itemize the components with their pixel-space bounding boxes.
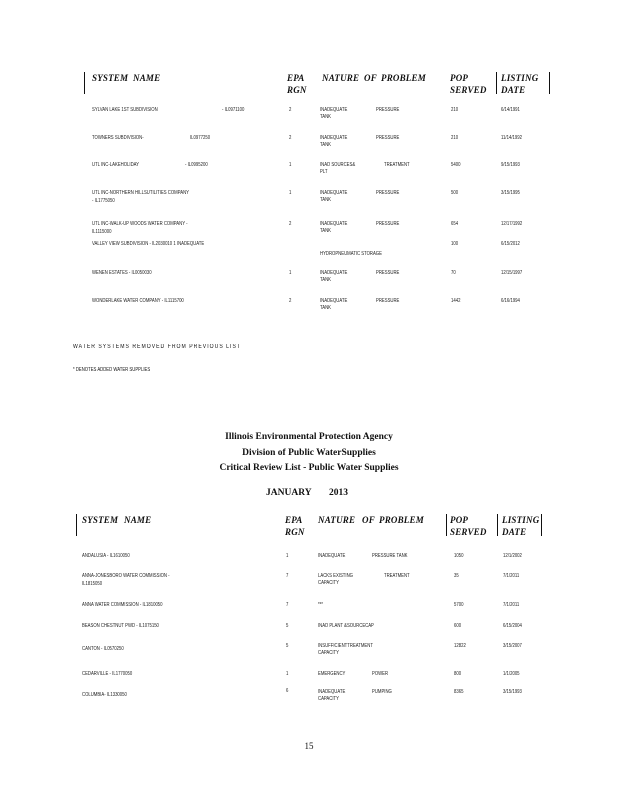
table-row-nature: INADEQUATE [320,270,348,276]
added-supplies-note: * DENOTES ADDED WATER SUPPLIES [73,367,151,373]
table-row-date: 12/1/2002 [503,553,522,559]
table-row-nature: INSUFFICIENTTREATMENT [318,643,373,649]
table-row-name2: IL1115000 [92,229,112,235]
table-row-rgn: 1 [286,553,289,559]
table-row-nature: INADEQUATE [320,135,348,141]
header-of: OF [362,515,375,525]
table-row-pop: 8365 [454,689,464,695]
table-row-date: 6/14/1991 [501,107,520,113]
table-row-nature: INAD PLANT &SOURCECAP [318,623,374,629]
table-row-nature: INADEQUATE [320,298,348,304]
table-row-name: UTL INC-WALK-UP WOODS WATER COMPANY - [92,221,188,227]
table-row-pop: 500 [451,190,459,196]
table-row-name: CEDARVILLE - IL1770050 [82,671,133,677]
table-row-problem: PRESSURE [376,107,400,113]
table-row-problem: PRESSURE [376,135,400,141]
table-row-rgn: 2 [289,298,292,304]
table-row-id: - IL0995200 [185,162,208,168]
header-date: DATE [501,85,526,95]
table-row-nature: LACKS EXISTING [318,573,353,579]
table-row-pop: 210 [451,107,459,113]
header-rgn: RGN [287,85,307,95]
header-served: SERVED [450,527,487,537]
table-row-nature2: TANK [320,197,332,203]
table-row-rgn: 1 [289,162,292,168]
table-row-rgn: 7 [286,602,289,608]
table-row-nature2: CAPACITY [318,650,339,656]
header-name: NAME [133,73,161,83]
table-row-nature: INADEQUATE [318,689,346,695]
header-epa: EPA [285,515,303,525]
table-row-pop: 5700 [454,602,464,608]
table-row-nature2: PLT [320,169,328,175]
table-row-nature2: CAPACITY [318,696,339,702]
table-row-name2: - IL1775050 [92,198,115,204]
table-row-name: WENEN ESTATES - IL0050030 [92,270,152,276]
table-row-nature: INAD SOURCES& [320,162,356,168]
table-row-name: BEASON CHESTNUT PWD - IL1075150 [82,623,159,629]
table-row-nature: INADEQUATE [320,221,348,227]
table-row-name: ANNA-JONESBORO WATER COMMISSION - [82,573,170,579]
table-row-date: 7/1/2011 [503,602,520,608]
table-row-pop: 210 [451,135,459,141]
table2-col-rule [446,514,447,536]
table1-right-rule [549,72,550,94]
header-system: SYSTEM [82,515,119,525]
table-row-problem: TREATMENT [384,573,410,579]
table-row-rgn: 1 [286,671,289,677]
table-row-name: SYLVAN LAKE 1ST SUBDIVISION [92,107,158,113]
table-row-pop: 1050 [454,553,464,559]
table-row-id: IL0977250 [190,135,211,141]
table-row-nature2: CAPACITY [318,580,339,586]
table-row-name: ANNA WATER COMMISSION - IL1810050 [82,602,163,608]
header-pop: POP [450,515,469,525]
table-row-pop: 5400 [451,162,461,168]
table1-col-rule [496,72,497,94]
header-pop: POP [450,73,469,83]
table-row-date: 12/15/1997 [501,270,523,276]
table-row-date: 7/1/2011 [503,573,520,579]
header-epa: EPA [287,73,305,83]
table-row-nature2: HYDROPNEUMATIC STORAGE [320,251,382,257]
table-row-pop: 35 [454,573,459,579]
table-row-date: 6/15/2012 [501,241,520,247]
table-row-nature2: TANK [320,277,332,283]
title-agency: Illinois Environmental Protection Agency [225,432,393,442]
table-row-name: UTL INC-NORTHERN HILLSUTILITIES COMPANY [92,190,189,196]
table-row-rgn: 7 [286,573,289,579]
table-row-name: TOWNERS SUBDIVISION- [92,135,144,141]
title-list: Critical Review List - Public Water Supplies [219,463,399,473]
table-row-problem: PRESSURE TANK [372,553,408,559]
table-row-pop: 100 [451,241,459,247]
table-row-problem: PUMPING [372,689,392,695]
header-nature: NATURE [318,515,356,525]
title-year: 2013 [329,488,348,498]
header-name: NAME [124,515,152,525]
table-row-nature: EMERGENCY [318,671,346,677]
table-row-name: COLUMBIA- IL1330050 [82,692,127,698]
header-system: SYSTEM [92,73,129,83]
removed-systems-heading: WATER SYSTEMS REMOVED FROM PREVIOUS LIST [73,344,242,350]
header-nature: NATURE [322,73,360,83]
table-row-name: UTL INC-LAKEHOLIDAY [92,162,140,168]
table-row-problem: PRESSURE [376,190,400,196]
table-row-pop: 1442 [451,298,461,304]
table-row-date: 3/15/1993 [503,689,522,695]
table-row-nature2: TANK [320,114,332,120]
table-row-pop: 600 [454,623,462,629]
table-row-rgn: 1 [289,270,292,276]
table2-right-rule [541,514,542,536]
table-row-name: WONDERLAKE WATER COMPANY - IL1115700 [92,298,184,304]
table-row-name: CANTON - IL0570250 [82,646,124,652]
table-row-date: 6/16/1994 [501,298,520,304]
header-problem: PROBLEM [381,73,426,83]
header-date: DATE [502,527,527,537]
header-of: OF [364,73,377,83]
table-row-date: 11/14/1992 [501,135,522,141]
table-row-problem: PRESSURE [376,221,400,227]
table-row-problem: TREATMENT [384,162,410,168]
table-row-rgn: 6 [286,688,289,694]
table-row-date: 6/15/2004 [503,623,522,629]
table-row-name2: IL1815050 [82,581,103,587]
header-problem: PROBLEM [379,515,424,525]
table-row-pop: 654 [451,221,459,227]
table-row-problem: PRESSURE [376,270,400,276]
table-row-rgn: 2 [289,221,292,227]
table-row-pop: 12822 [454,643,466,649]
table-row-date: 9/15/1993 [501,162,520,168]
table-row-pop: 800 [454,671,462,677]
table-row-name: VALLEY VIEW SUBDIVISION - IL2030010 1 INADEQUATE [92,241,205,247]
table-row-pop: 70 [451,270,456,276]
table-row-nature: INADEQUATE [320,107,348,113]
table-row-rgn: 2 [289,135,292,141]
table-row-nature2: TANK [320,142,332,148]
table-row-id: - IL0971100 [222,107,245,113]
table-row-nature: *** [318,602,323,608]
table2-left-rule [76,514,77,536]
table-row-rgn: 5 [286,643,289,649]
header-rgn: RGN [285,527,305,537]
title-division: Division of Public WaterSupplies [242,448,376,458]
table-row-rgn: 2 [289,107,292,113]
table-row-nature2: TANK [320,305,332,311]
table-row-date: 1/1/2005 [503,671,520,677]
table-row-name: ANDALUSIA - IL1610050 [82,553,130,559]
page-number: 15 [304,741,314,751]
table1-left-rule [84,72,85,94]
table-row-nature: INADEQUATE [318,553,346,559]
table2-col-rule [497,514,498,536]
table-row-nature: INADEQUATE [320,190,348,196]
table-row-rgn: 5 [286,623,289,629]
table-row-rgn: 1 [289,190,292,196]
header-listing: LISTING [502,515,540,525]
table-row-date: 3/15/2007 [503,643,522,649]
header-listing: LISTING [501,73,539,83]
header-served: SERVED [450,85,487,95]
table-row-date: 12/17/1992 [501,221,523,227]
table-row-problem: POWER [372,671,389,677]
table-row-date: 3/15/1995 [501,190,520,196]
table-row-nature2: TANK [320,228,332,234]
table-row-problem: PRESSURE [376,298,400,304]
title-month: JANUARY [266,488,312,498]
